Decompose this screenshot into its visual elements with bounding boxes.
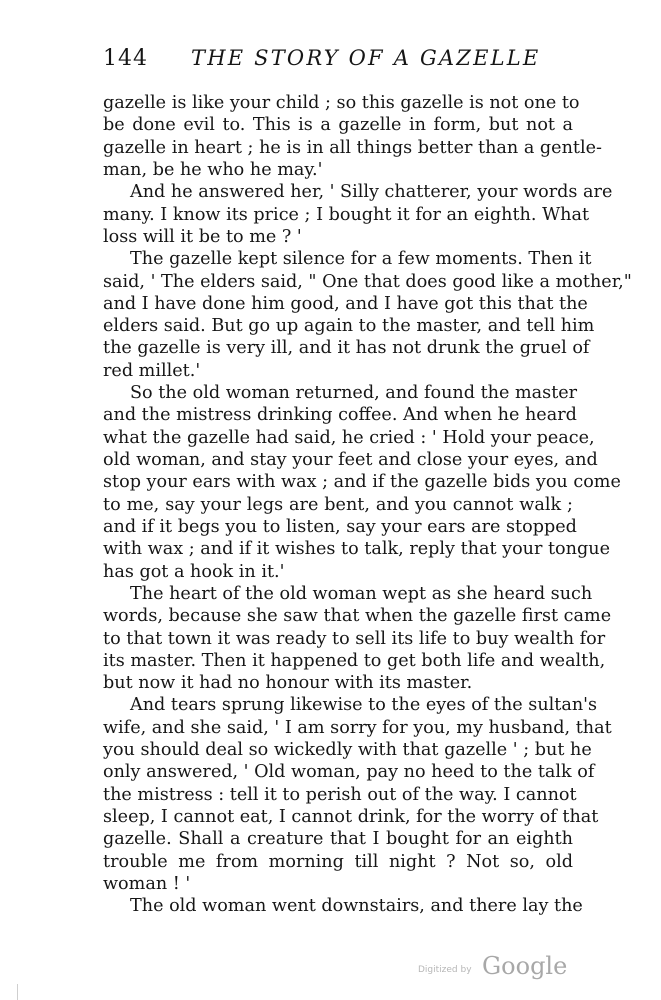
text-line: only answered, ' Old woman, pay no heed to the talk of bbox=[103, 762, 595, 783]
text-line: what the gazelle had said, he cried : ' Hold your peace, bbox=[103, 427, 595, 448]
text-line: gazelle is like your child ; so this gazelle is not one to bbox=[103, 93, 580, 113]
text-line: woman ! ' bbox=[103, 873, 191, 894]
text-line: and the mistress drinking coffee. And when he heard bbox=[103, 405, 577, 426]
text-line: words, because she saw that when the gazelle first came bbox=[103, 606, 612, 627]
text-line: many. I know its price ; I bought it for an eighth. What bbox=[103, 204, 590, 225]
text-line: you should deal so wickedly with that gazelle ' ; but he bbox=[103, 740, 592, 761]
text-line: gazelle. Shall a creature that I bought for an eighth bbox=[103, 829, 573, 850]
running-header bbox=[103, 46, 573, 76]
text-line: said, ' The elders said, " One that does good like a mother," bbox=[103, 271, 632, 292]
text-line: The old woman went downstairs, and there lay the bbox=[130, 896, 583, 917]
text-line: The heart of the old woman wept as she heard such bbox=[130, 583, 593, 604]
text-line: elders said. But go up again to the master, and tell him bbox=[103, 316, 595, 337]
text-line: and if it begs you to listen, say your ears are stopped bbox=[103, 516, 577, 537]
text-line: to that town it was ready to sell its life to buy wealth for bbox=[103, 628, 606, 649]
text-line: wife, and she said, ' I am sorry for you, my husband, that bbox=[103, 717, 612, 738]
text-line: the gazelle is very ill, and it has not drunk the gruel of bbox=[103, 338, 590, 359]
text-line: but now it had no honour with its master. bbox=[103, 673, 473, 694]
text-line: be done evil to. This is a gazelle in form, but not a bbox=[103, 115, 573, 136]
text-line: has got a hook in it.' bbox=[103, 561, 285, 582]
text-line: And tears sprung likewise to the eyes of the sultan's bbox=[130, 695, 598, 716]
google-logo: Google bbox=[482, 952, 568, 980]
text-line: red millet.' bbox=[103, 360, 201, 381]
scan-artifact bbox=[17, 984, 18, 1000]
text-line: trouble me from morning till night ? Not so, old bbox=[103, 851, 573, 872]
text-line: And he answered her, ' Silly chatterer, your words are bbox=[130, 182, 613, 203]
text-line: its master. Then it happened to get both life and wealth, bbox=[103, 650, 606, 671]
text-line: the mistress : tell it to perish out of the way. I cannot bbox=[103, 784, 577, 805]
text-line: So the old woman returned, and found the master bbox=[130, 383, 578, 404]
watermark-prefix: Digitized by bbox=[418, 965, 472, 975]
text-line: The gazelle kept silence for a few moments. Then it bbox=[130, 249, 592, 270]
text-line: to me, say your legs are bent, and you cannot walk ; bbox=[103, 494, 573, 515]
text-line: man, be he who he may.' bbox=[103, 159, 323, 180]
text-line: with wax ; and if it wishes to talk, reply that your tongue bbox=[103, 539, 610, 560]
text-line: sleep, I cannot eat, I cannot drink, for the worry of that bbox=[103, 807, 599, 827]
page-number: 144 bbox=[103, 46, 148, 71]
text-line: loss will it be to me ? ' bbox=[103, 226, 302, 247]
body-text bbox=[103, 92, 632, 918]
text-line: and I have done him good, and I have got this that the bbox=[103, 293, 588, 314]
running-title: THE STORY OF A GAZELLE bbox=[191, 46, 541, 70]
text-line: old woman, and stay your feet and close your eyes, and bbox=[103, 450, 598, 470]
text-line: gazelle in heart ; he is in all things better than a gentle- bbox=[103, 137, 602, 158]
digitization-watermark bbox=[418, 952, 568, 984]
text-line: stop your ears with wax ; and if the gazelle bids you come bbox=[103, 472, 621, 493]
